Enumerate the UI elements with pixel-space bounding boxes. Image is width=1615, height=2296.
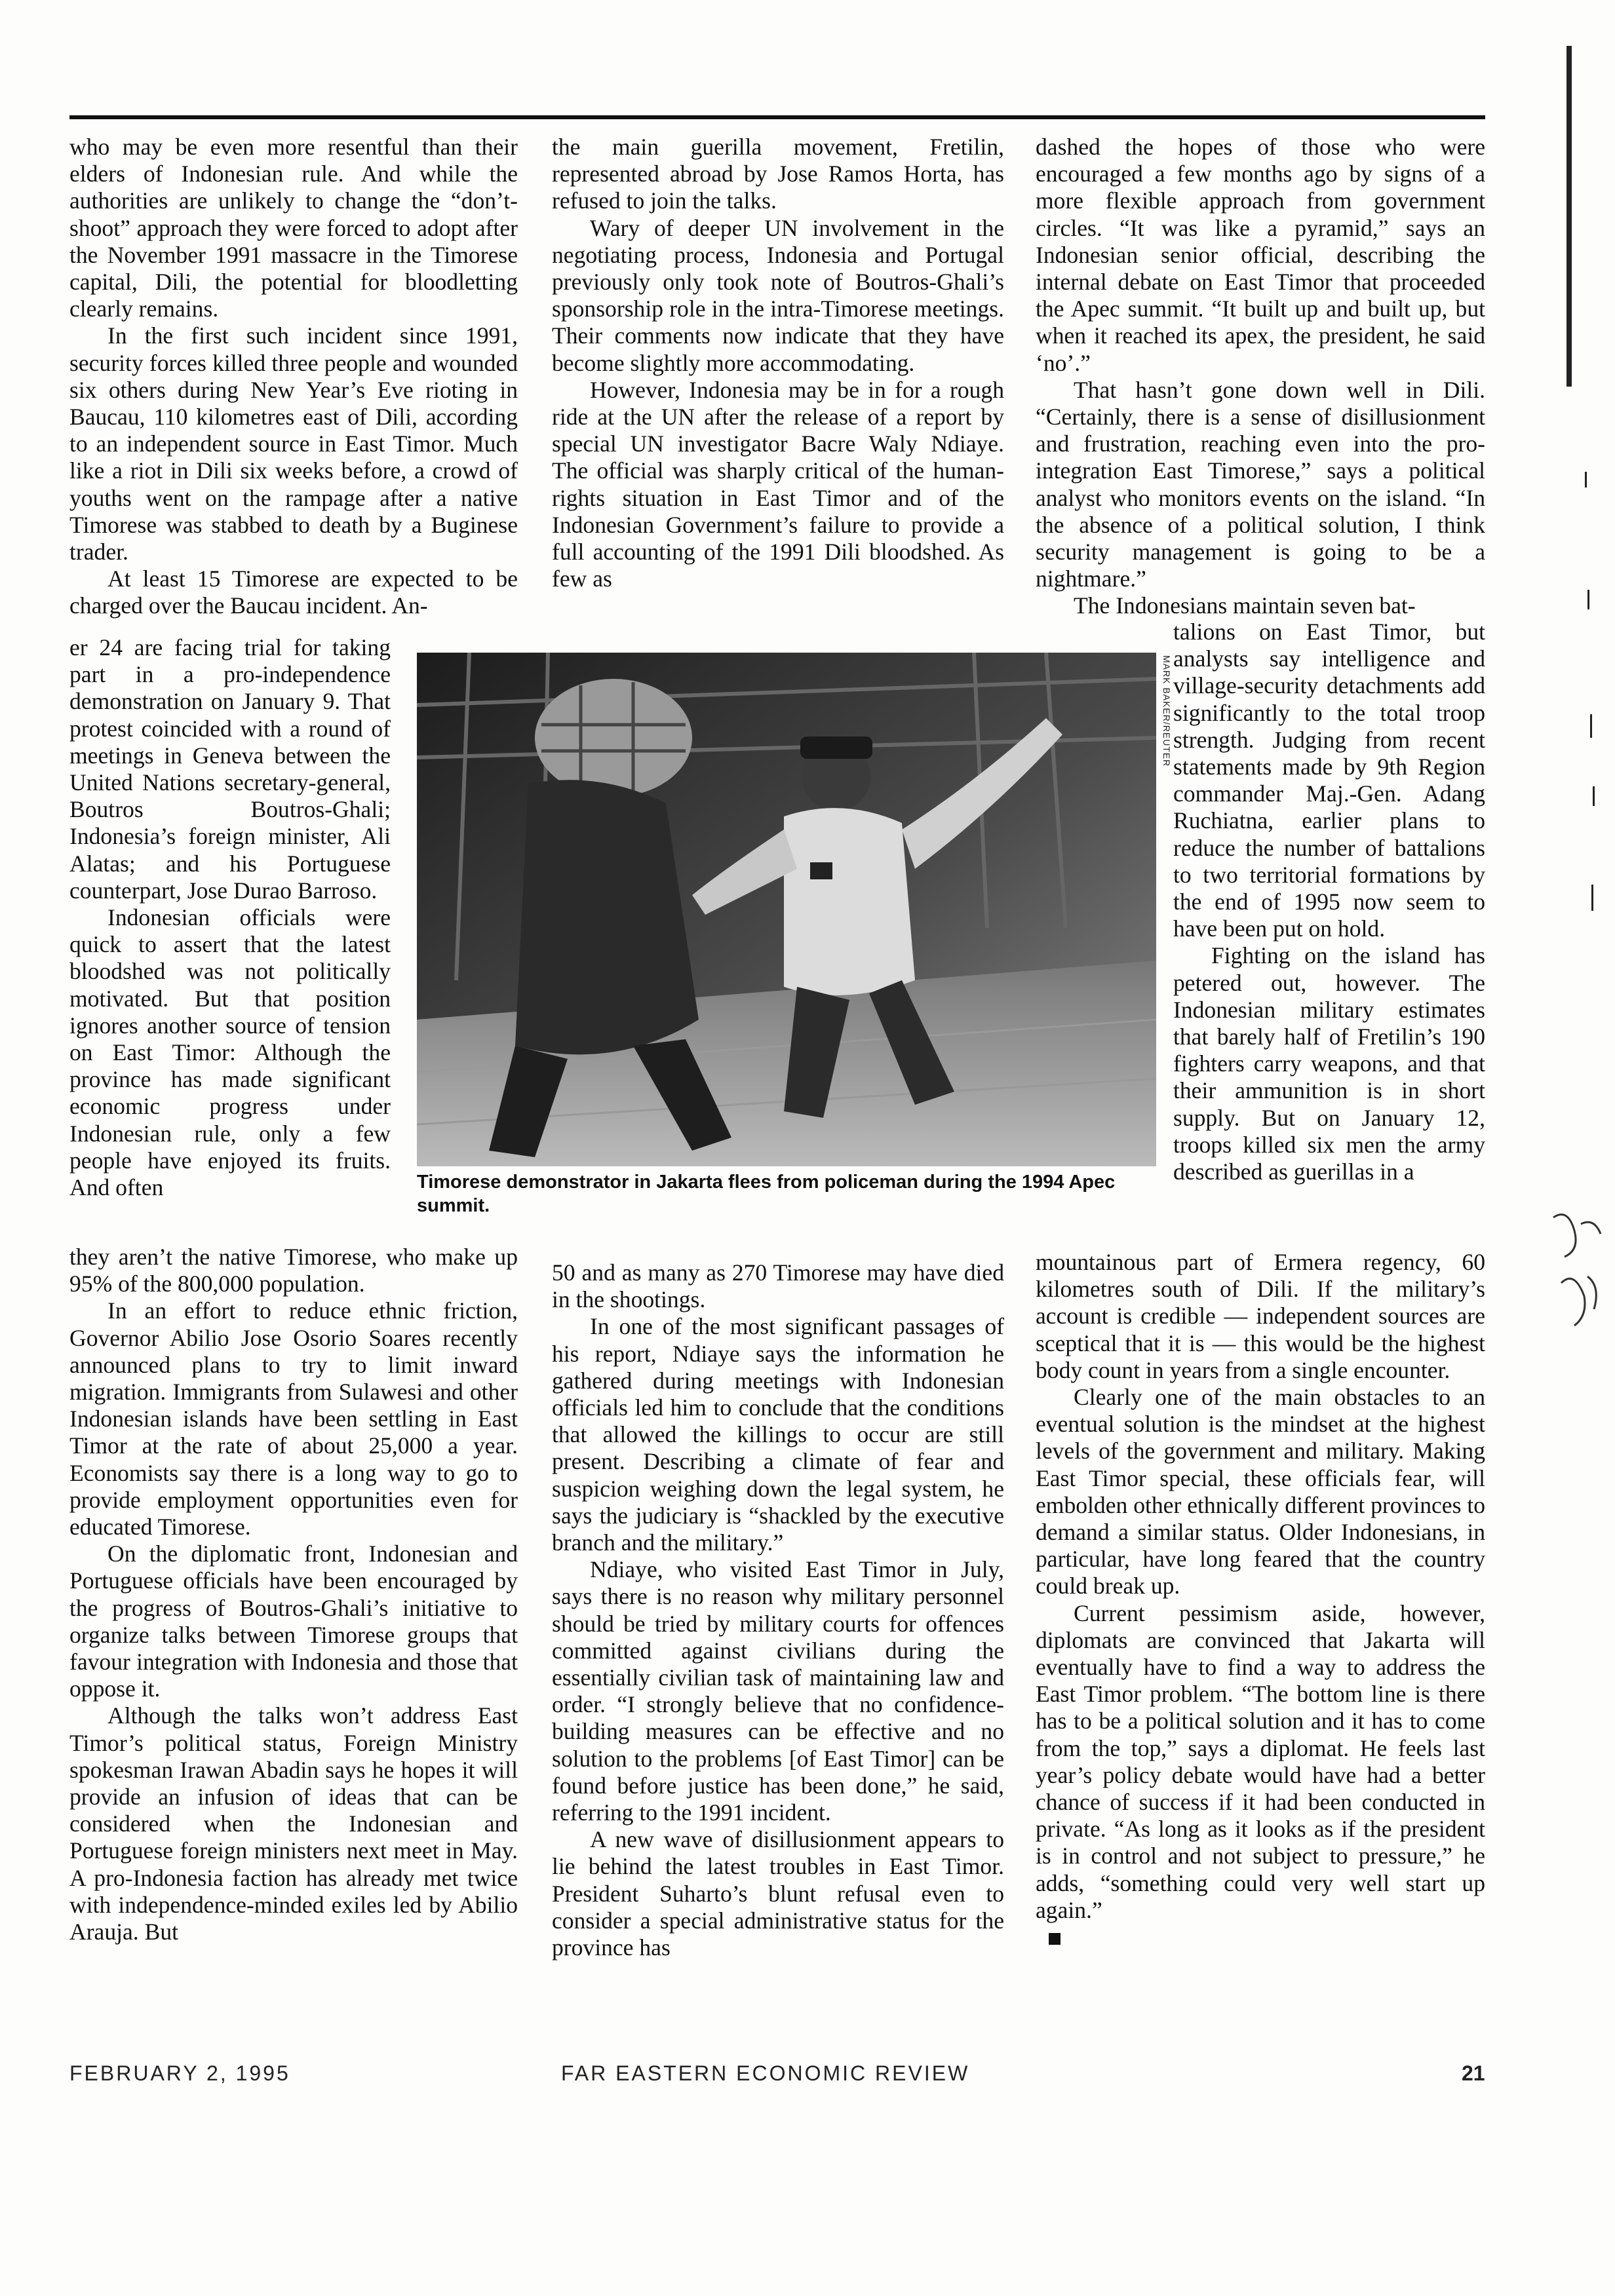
- margin-scan-mark: [1590, 714, 1592, 738]
- paragraph: In the first such incident since 1991, security forces killed three people and wounded six others during New Year’s Eve rioting in Baucau, 110 kilometres east of Dili, according to an independent source in East Timor. Much like a riot in Dili six weeks before, a crowd of youths went on the rampage after a native Timorese was stabbed to death by a Buginese trader.: [69, 322, 518, 565]
- column-1-bottom: [69, 1244, 518, 1945]
- paragraph: However, Indonesia may be in for a rough ride at the UN after the release of a report by special UN investigator Bacre Waly Ndiaye. The official was sharply critical of the human-rights situation in East Timor and of the Indonesian Government’s failure to provide a full accounting of the 1991 Dili bloodshed. As few as: [552, 376, 1004, 592]
- paragraph: At least 15 Timorese are expected to be charged over the Baucau incident. An-: [69, 565, 518, 619]
- column-3-bottom: [1036, 1249, 1485, 1951]
- margin-scan-mark: [1591, 885, 1593, 911]
- paragraph: who may be even more resentful than their elders of Indonesian rule. And while the authorities are unlikely to change the “don’t-shoot” approach they were forced to adopt after the November 1991 massacre in the Timorese capital, Dili, the potential for bloodletting clearly remains.: [69, 134, 518, 322]
- paragraph: Current pessimism aside, however, diplomats are convinced that Jakarta will eventually have to find a way to address the East Timor problem. “The bottom line is there has to be a political solution and it has to come from the top,” says a diplomat. He feels last year’s policy debate would have had a better chance of success if it had been conducted in private. “As long as it looks as if the president is in control and not subject to pressure,” he adds, “something could very well start up again.”: [1036, 1599, 1485, 1923]
- margin-scan-bar: [1566, 46, 1572, 387]
- paragraph: they aren’t the native Timorese, who make up 95% of the 800,000 population.: [69, 1244, 518, 1297]
- margin-scan-mark: [1593, 786, 1595, 806]
- end-of-article-mark: [1049, 1933, 1060, 1945]
- paragraph: Indonesian officials were quick to assert that the latest bloodshed was not politically motivated. But that position ignores another source of tension on East Timor: Although the province has made significant economic progress under Indonesian rule, only a few people have enjoyed its fruits. And often: [69, 904, 391, 1201]
- handwritten-annotation: [1548, 1204, 1607, 1335]
- margin-scan-mark: [1587, 590, 1589, 609]
- paragraph: Clearly one of the main obstacles to an eventual solution is the mindset at the highest levels of the government and military. Making East Timor special, these officials fear, will embolden other ethnically different provinces to demand a similar status. Older Indonesians, in particular, have long feared that the country could break up.: [1036, 1384, 1485, 1599]
- column-3-wrap: [1173, 619, 1485, 1185]
- paragraph: talions on East Timor, but analysts say intelligence and village-security detachments add significantly to the total troop strength. Judging from recent statements made by 9th Region commander Maj.-Gen. Adang Ruchiatna, earlier plans to reduce the number of battalions to two territorial formations by the end of 1995 now seem to have been put on hold.: [1173, 619, 1485, 942]
- column-2-bottom: [552, 1259, 1004, 1961]
- news-photo: [417, 653, 1156, 1166]
- paragraph: In one of the most significant passages of his report, Ndiaye says the information he gathered during meetings with Indonesian officials led him to conclude that the conditions that allowed the killings to occur are still present. Describing a climate of fear and suspicion weighing down the legal system, he says the judiciary is “shackled by the executive branch and the military.”: [552, 1313, 1004, 1556]
- paragraph: That hasn’t gone down well in Dili. “Certainly, there is a sense of disillusionment and frustration, reaching even into the pro-integration East Timorese,” says a political analyst who monitors events on the island. “In the absence of a political solution, I think security management is going to be a nightmare.”: [1036, 376, 1485, 592]
- photo-illustration: [417, 653, 1156, 1166]
- paragraph: dashed the hopes of those who were encouraged a few months ago by signs of a more flexible approach from government circles. “It was like a pyramid,” says an Indonesian senior official, describing the internal debate on East Timor that proceeded the Apec summit. “It built up and built up, but when it reached its apex, the president, he said ‘no’.”: [1036, 134, 1485, 376]
- column-1-top: [69, 134, 518, 620]
- paragraph: Ndiaye, who visited East Timor in July, says there is no reason why military personnel should be tried by military courts for offences committed against civilians during the essentially civilian task of maintaining law and order. “I strongly believe that no confidence-building measures can be effective and no solution to the problems [of East Timor] can be found before justice has been done,” he said, referring to the 1991 incident.: [552, 1556, 1004, 1826]
- paragraph: 50 and as many as 270 Timorese may have died in the shootings.: [552, 1259, 1004, 1313]
- paragraph: The Indonesians maintain seven bat-: [1074, 592, 1416, 619]
- column-3-top: [1036, 134, 1485, 620]
- paragraph: er 24 are facing trial for taking part in a pro-independence demonstration on January 9. That protest coincided with a round of meetings in Geneva between the United Nations secretary-general, Boutros Boutros-Ghali; Indonesia’s foreign minister, Ali Alatas; and his Portuguese counterpart, Jose Durao Barroso.: [69, 634, 391, 904]
- margin-scan-mark: [1585, 472, 1587, 488]
- footer-publication: FAR EASTERN ECONOMIC REVIEW: [561, 2061, 970, 2085]
- footer-date: FEBRUARY 2, 1995: [69, 2061, 290, 2085]
- header-rule: [69, 115, 1485, 119]
- paragraph: the main guerilla movement, Fretilin, represented abroad by Jose Ramos Horta, has refused to join the talks.: [552, 134, 1004, 214]
- paragraph: In an effort to reduce ethnic friction, Governor Abilio Jose Osorio Soares recently announced plans to try to limit inward migration. Immigrants from Sulawesi and other Indonesian islands have been settling in East Timor at the rate of about 25,000 a year. Economists say there is a long way to go to provide employment opportunities even for educated Timorese.: [69, 1297, 518, 1540]
- paragraph: On the diplomatic front, Indonesian and Portuguese officials have been encouraged by the progress of Boutros-Ghali’s initiative to organize talks between Timorese groups that favour integration with Indonesia and those that oppose it.: [69, 1540, 518, 1702]
- paragraph: mountainous part of Ermera regency, 60 kilometres south of Dili. If the military’s account is credible — independent sources are sceptical that it is — this would be the highest body count in years from a single encounter.: [1036, 1249, 1485, 1383]
- paragraph: A new wave of disillusionment appears to lie behind the latest troubles in East Timor. President Suharto’s blunt refusal even to consider a special administrative status for the province has: [552, 1826, 1004, 1961]
- paragraph: Although the talks won’t address East Timor’s political status, Foreign Ministry spokesman Irawan Abadin says he hopes it will provide an infusion of ideas that can be considered when the Indonesian and Portuguese foreign ministers next meet in May. A pro-Indonesia faction has already met twice with independence-minded exiles led by Abilio Arauja. But: [69, 1702, 518, 1945]
- paragraph: Fighting on the island has petered out, however. The Indonesian military estimates that barely half of Fretilin’s 190 fighters carry weapons, and that their ammunition is in short supply. But on January 12, troops killed six men the army described as guerillas in a: [1173, 942, 1485, 1185]
- column-1-wrap: [69, 634, 391, 1201]
- paragraph: Wary of deeper UN involvement in the negotiating process, Indonesia and Portugal previously only took note of Boutros-Ghali’s sponsorship role in the intra-Timorese meetings. Their comments now indicate that they have become slightly more accommodating.: [552, 214, 1004, 376]
- column-2-top: [552, 134, 1004, 592]
- photo-caption: Timorese demonstrator in Jakarta flees from policeman during the 1994 Apec summit.: [417, 1172, 1116, 1216]
- page-number: 21: [1462, 2061, 1485, 2085]
- photo-credit: MARK BAKER/REUTER: [1161, 655, 1172, 767]
